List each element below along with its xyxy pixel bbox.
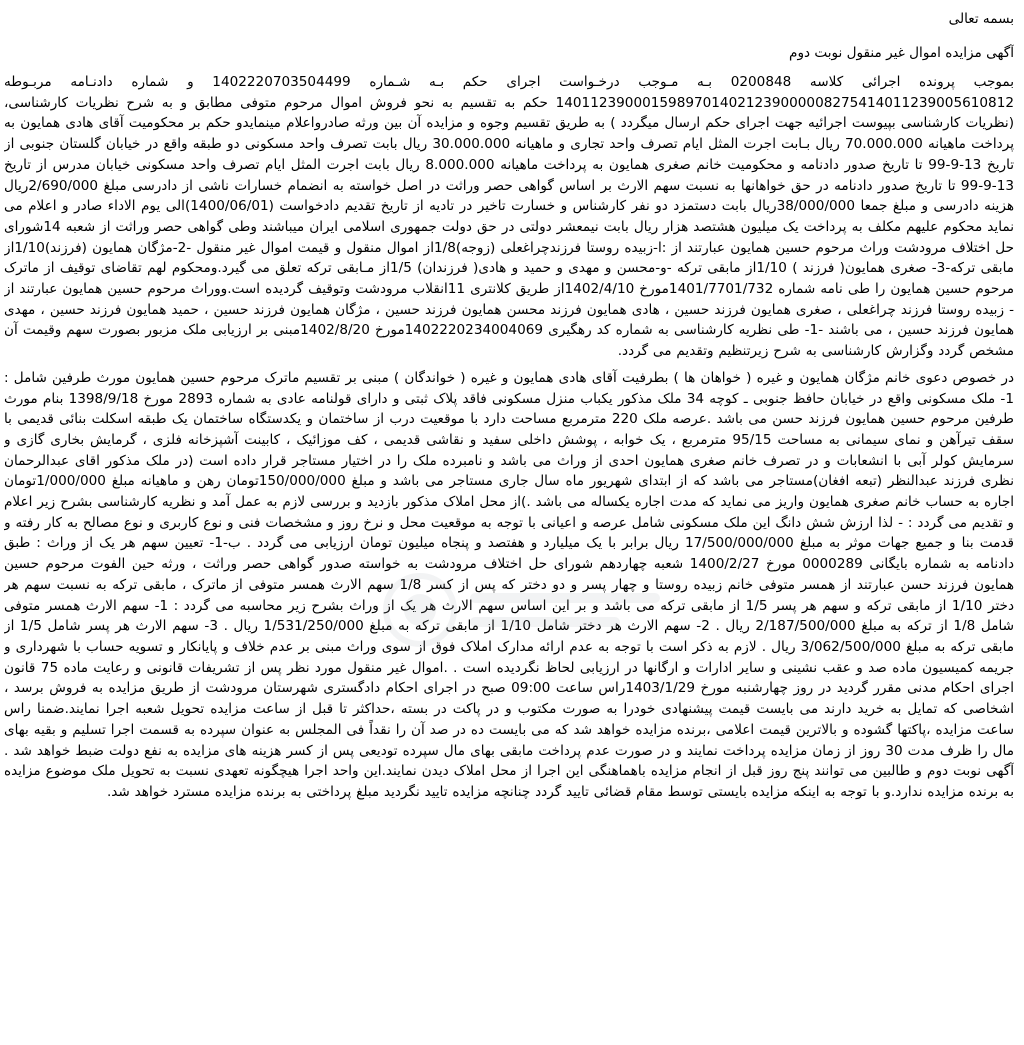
paragraph-1: بموجب پرونده اجرائی کلاسه 0200848 بـه مـوجب درخـواست اجرای حکم بـه شـماره 1402220703504499 و شماره دادنـامه مربـوطه 1401123900015989701402123900000827541401123900561081​2 حکم به تقسیم به نحو فروش اموال مرحوم متوفی مطابق و به شرح نظریات کارشناسی،(نظریات کارشناسی بپیوست اجرائیه جهت اجرای حکم ارسال میگردد ) به طریق تقسیم وجوه و مزایده آن بین ورثه صادرواعلام مینمایدو حکم بر محکومیت آقای هادی همایون به پرداخت ماهیانه 70.000.000 ریال بـابت اجرت المثل ایام تصرف واحد تجاری و ماهیانه 30.000.000 ریال بابت تصرف واحد مسکونی دو طبقه واقع در خیابان گلستان جنوبی از تاریخ 13-9-99 تا تاریخ صدور دادنامه و محکومیت خانم صغری همایون به پرداخت ماهیانه 8.000.000 ریال بابت اجرت المثل ایام تصرف واحد مسکونی خیابان مدرس از تاریخ 13-9-99 تا تاریخ صدور دادنامه در حق خواهانها به نسبت سهم الارث بر اساس گواهی حصر وراثت در اصل خواسته به انضمام خسارات ناشی از دادرسی مبلغ 2/690/000ریال هزینه دادرسی و مبلغ جمعا 38/000/000ریال بابت دستمزد دو نفر کارشناس و خسارت تاخیر در تادیه از تاریخ تقدیم دادخواست (1400/06/01)الی یوم الاداء صادر و اعلام می نماید محکوم علیهم مکلف به پرداخت یک میلیون هشتصد هزار ریال بابت نیمعشر دولتی در حق دولت جمهوری اسلامی ایران میباشند وطی گواهی حصر وراثت از شعبه 14شورای حل اختلاف مرودشت وراث مرحوم حسین همایون عبارتند از :ا-زبیده روستا فرزندچراغعلی (زوجه)1/8از اموال منقول و قیمت اموال غیر منقول -2-مژگان همایون (فرزند)1/10از مابقی ترکه-3- صغری همایون( فرزند ) 1/10از مابقی ترکه -و-محسن و مهدی و حمید و هادی( فرزندان) 1/5از مـابقی ترکه تعلق می گیرد.ومحکوم لهم تقاضای توقیف از ماترک مرحوم حسین همایون را طی نامه شماره 1401/7701/732مورخ 1402/4/10از طریق کلانتری 11انقلاب مرودشت وتوقیف گردیده است.ووراث مرحوم حسین همایون عبارتند از - زبیده روستا فرزند چراغعلی ، صغری همایون فرزند حسین ، هادی همایون فرزند محسن همایون فرزند حسین ، مژگان همایون فرزند حسین ، حمید همایون فرزند حسین ، مهدی همایون فرزند حسین ، می باشند -1- طی نظریه کارشناسی به شماره کد رهگیری 1402220234004069مورخ 1402/8/20مبنی بر ارزیابی ملک مزبور بصورت سهم وقیمت آن مشخص گردد وگزارش کارشناسی به شرح زیرتنظیم وتقدیم می گردد.	[4, 74, 1014, 360]
auction-notice	[4, 6, 1014, 1040]
document-title: آگهی مزایده اموال غیر منقول نوبت دوم	[789, 45, 1014, 61]
paragraph-2: در خصوص دعوی خانم مژگان همایون و غیره ( خواهان ها ) بطرفیت آقای هادی همایون و غیره ( خواندگان ) مبنی بر تقسیم ماترک مرحوم حسین همایون مورث طرفین شامل : 1- ملک مسکونی واقع در خیابان حافظ جنوبی ـ کوچه 34 ملک مذکور یکباب منزل مسکونی فاقد پلاک ثبتی و دارای قولنامه عادی به شماره 2893 مورخ 1398/9/18 بنام مورث طرفین مرحوم حسین همایون فرزند حسن می باشد .عرصه ملک 220 مترمربع مساحت دارد با موقعیت درب از ساختمان و یکدستگاه ساختمان یک طبقه اسکلت بنائی قدیمی با سقف تیرآهن و نمای سیمانی به مساحت 95/15 مترمربع ، یک خوابه ، پوشش داخلی سفید و نقاشی قدیمی ، کف موزائیک ، کابینت آشپزخانه فلزی ، گرمایش بخاری گازی و سرمایش کولر آبی با انشعابات و در تصرف خانم صغری همایون احدی از وراث می باشد و نامبرده ملک را در اختیار مستاجر قرار داده است (در ملک مذکور اقای عبدالرحمان نظری فرزند عبدالنظر (تبعه افغان)مستاجر می باشد که از ابتدای شهریور ماه سال جاری مستاجر می باشد و مبلغ 150/000/000تومان رهن و ماهیانه مبلغ 1/000/000تومان اجاره به حساب خانم صغری همایون واریز می نماید که مدت اجاره یکساله می باشد .)از محل املاک مذکور بازدید و بررسی لازم به عمل آمد و نظریه کارشناسی بشرح زیر اعلام و تقدیم می گردد : - لذا ارزش شش دانگ این ملک مسکونی شامل عرصه و اعیانی با توجه به موقعیت محل و نرخ روز و مشخصات فنی و نوع کاربری و نوع مصالح به کار رفته و قدمت بنا و جمیع جهات موثر به مبلغ 17/500/000/000 ریال برابر با یک میلیارد و هفتصد و پنجاه میلیون تومان ارزیابی می گردد . ب-1- تعیین سهم هر یک از وراث : طبق دادنامه به شماره بایگانی 0000289 مورخ 1400/2/27 شعبه چهاردهم شورای حل اختلاف مرودشت به خواسته صدور گواهی حصر وراثت ، ورثه حین الفوت مرحوم حسین همایون فرزند حسن عبارتند از همسر متوفی خانم زبیده روستا و چهار پسر و دو دختر که پس از کسر 1/8 سهم الارث همسر متوفی از ماترک ، مابقی ترکه به نسبت سهم هر دختر 1/10 از مابقی ترکه و سهم هر پسر 1/5 از مابقی ترکه می باشد و بر این اساس سهم الارث هر یک از وراث بشرح زیر محاسبه می گردد : 1- سهم الارث همسر متوفی شامل 1/8 از ترکه به مبلغ 2/187/500/000 ریال . 2- سهم الارث هر دختر شامل 1/10 از مابقی ترکه به مبلغ 1/531/250/000 ریال . 3- سهم الارث هر پسر شامل 1/5 از مابقی ترکه به مبلغ 3/062/500/000 ریال . لازم به ذکر است با توجه به عدم ارائه مدارک املاک فوق از سوی وراث مبنی بر عدم خلاف و پایانکار و تسویه حساب با شهرداری و جریمه کمیسیون ماده صد و عقب نشینی و سایر ادارات و ارگانها در ارزیابی لحاظ نگردیده است . .اموال غیر منقول مورد نظر پس از تشریفات قانونی و رعایت ماده 75 قانون اجرای احکام مدنی مقرر گردید در روز چهارشنبه مورخ 1403/1/29راس ساعت 09:00 صبح در اجرای احکام دادگستری شهرستان مرودشت از طریق مزایده به فروش برسد ، اشخاصی که تمایل به خرید دارند می بایست قیمت پیشنهادی خودرا به صورت مکتوب و در پاکت در بسته ،حداکثر تا قبل از ساعت مزایده تحویل شعبه اجرا نمایند.ضمنا راس ساعت مزایده ،پاکتها گشوده و بالاترین قیمت اعلامی ،برنده مزایده خواهد شد که می بایست ده در صد آن را نقداً فی المجلس به عنوان سپرده به قسمت اجرا تسلیم و بقیه بهای مال را ظرف مدت 30 روز از زمان مزایده پرداخت نمایند و در صورت عدم پرداخت مابقی بهای مال سپرده تودیعی پس از کسر هزینه های مزایده به نفع دولت ضبط خواهد شد . آگهی نوبت دوم و طالبین می توانند پنج روز قبل از انجام مزایده باهماهنگی این اجرا از محل املاک دیدن نمایند.این واحد اجرا هیچگونه تعهدی نسبت به تحویل ملک موضوع مزایده به برنده مزایده ندارد.و با توجه به اینکه مزایده بایستی توسط مقام قضائی تایید گردد چنانچه مزایده تایید نگردید مبلغ پرداختی به برنده مزایده مسترد خواهد شد.	[4, 369, 1014, 800]
document-header: بسمه تعالی	[948, 11, 1014, 27]
